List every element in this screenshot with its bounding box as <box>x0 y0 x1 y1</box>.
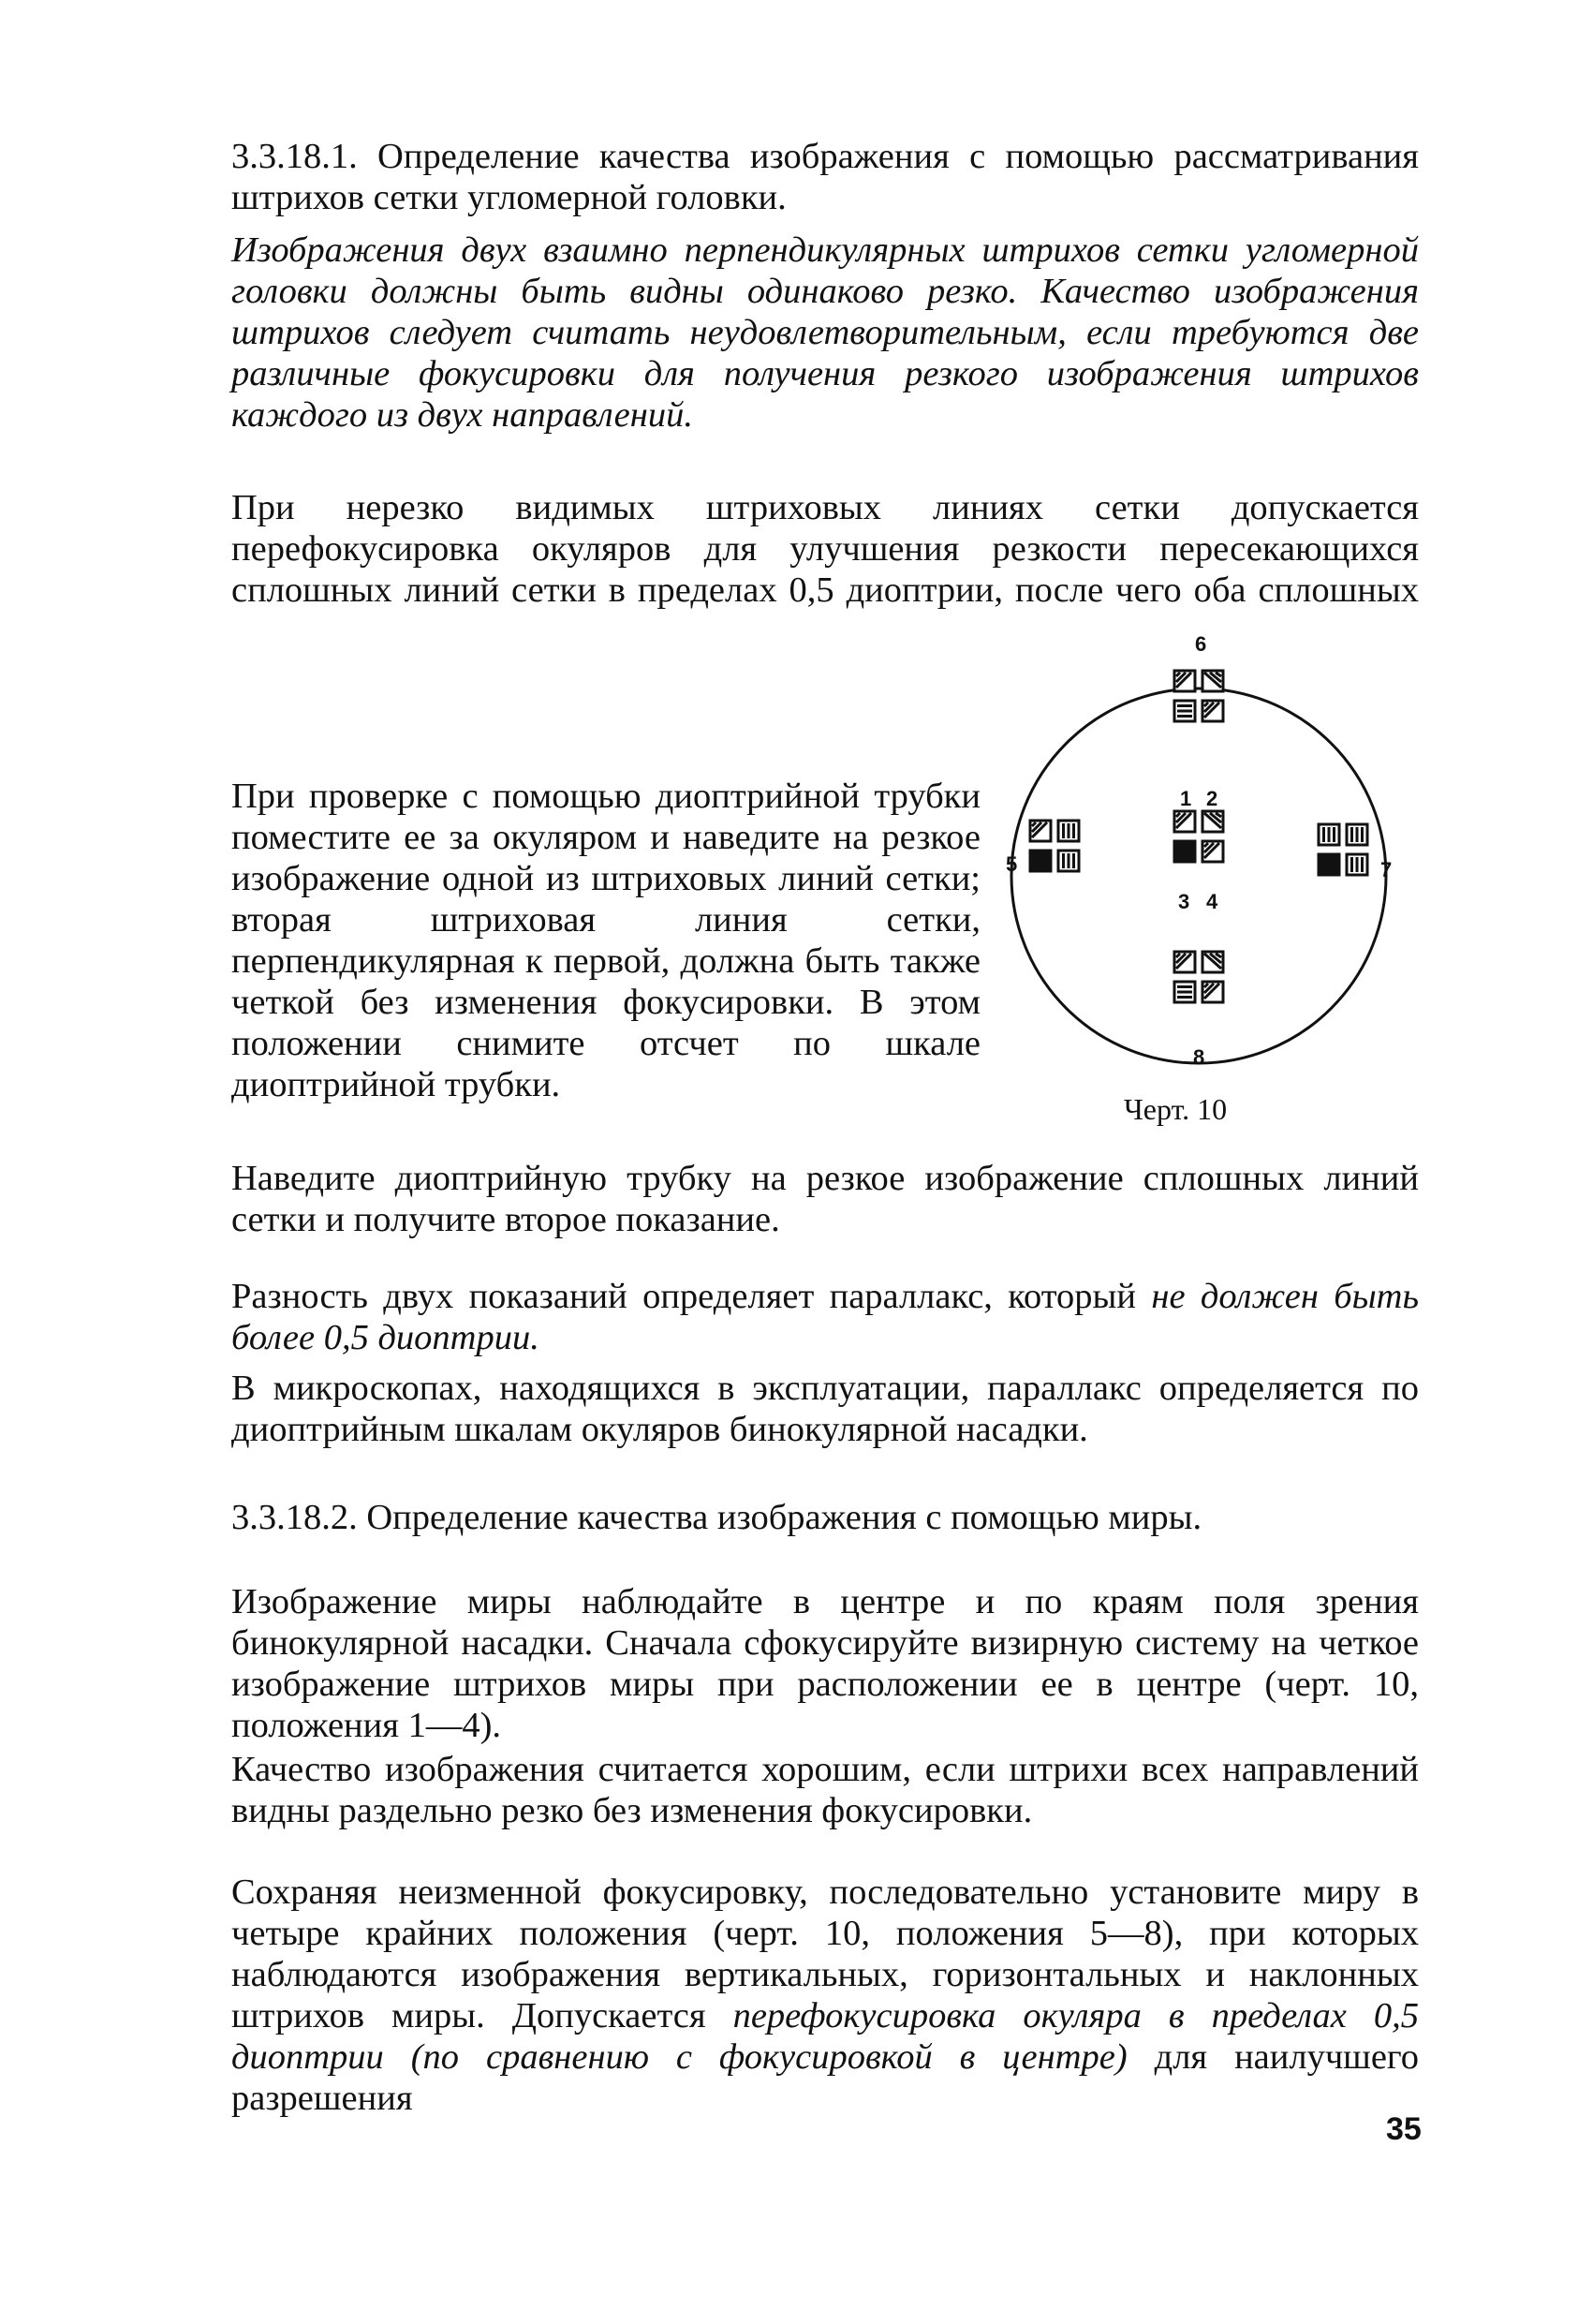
paragraph-parallax <box>231 1276 1419 1358</box>
parallax-text: Разность двух показаний определяет параллакс, который <box>231 1277 1152 1316</box>
label-4: 4 <box>1206 890 1218 913</box>
mira-square <box>1319 854 1339 875</box>
section-heading-text: 3.3.18.2. Определение качества изображения с помощью миры. <box>231 1498 1202 1537</box>
label-8: 8 <box>1193 1045 1205 1069</box>
paragraph-diopter-check: При проверке с помощью диоптрийной трубки поместите ее за окуляром и наведите на резкое изображение одной из штриховых линий сетки; вторая штриховая линия сетки, перпендикулярная к первой, должна быть также четкой без изменения фокусировки. В этом положении снимите отсчет по шкале диоптрийной трубки. <box>231 777 981 1104</box>
mira-patterns <box>1030 671 1367 1002</box>
paragraph-mira <box>231 1581 1419 1746</box>
paragraph-last <box>231 1872 1419 2119</box>
wrapped-text-column <box>231 611 981 1105</box>
paragraph-text: Изображение миры наблюдайте в центре и по краям поля зрения бинокулярной насадки. Сначала сфокусируйте визирную систему на четкое изображение штрихов миры при расположении ее в центре (черт. 10, положения 1—4). <box>231 1582 1419 1745</box>
paragraph-text: Изображения двух взаимно перпендикулярных штрихов сетки угломерной головки должны быть видны одинаково резко. Качество изображения штрихов следует считать неудовлетворительным, если требуются две различные фокусировки для получения резкого изображения штрихов каждого из двух направлений. <box>231 230 1419 435</box>
paragraph-text <box>231 1872 1419 2119</box>
mira-square <box>1058 821 1079 841</box>
page-number: 35 <box>1386 2111 1422 2147</box>
paragraph-text: Качество изображения считается хорошим, если штрихи всех направлений видны раздельно резко без изменения фокусировки. <box>231 1750 1419 1830</box>
mira-square <box>1347 854 1367 875</box>
section-heading-1 <box>231 136 1419 218</box>
section-heading-text: 3.3.18.1. Определение качества изображения с помощью рассматривания штрихов сетки угломерной головки. <box>231 137 1419 217</box>
mira-square <box>1174 841 1195 862</box>
figure-10 <box>1002 609 1433 1133</box>
mira-square <box>1202 811 1223 832</box>
mira-square <box>1202 671 1223 691</box>
parallax-italic: не должен быть более 0,5 диоптрии. <box>231 1277 1419 1357</box>
mira-square <box>1174 811 1195 832</box>
paragraph-text: В микроскопах, находящихся в эксплуатации, параллакс определяется по диоптрийным шкалам окуляров бинокулярной насадки. <box>231 1369 1419 1449</box>
last-text: Сохраняя неизменной фокусировку, последовательно установите миру в четыре крайних положения (черт. 10, положения 5—8), при которых наблюдаются изображения вертикальных, горизонтальных и наклонных штрихов миры. Допускается <box>231 1873 1419 2035</box>
paragraph-quality <box>231 1749 1419 1831</box>
last-italic: перефокусировка окуляра в пределах 0,5 диоптрии (по сравнению с фокусировкой в центре) <box>231 1996 1419 2077</box>
mira-square <box>1347 824 1367 845</box>
mira-square <box>1174 952 1195 972</box>
mira-square <box>1030 851 1051 871</box>
paragraph-text <box>231 1276 1419 1358</box>
figure-caption: Черт. 10 <box>1124 1092 1228 1126</box>
mira-square <box>1030 821 1051 841</box>
mira-square <box>1319 824 1339 845</box>
label-1: 1 <box>1180 787 1192 810</box>
paragraph-requirement <box>231 229 1419 436</box>
mira-square <box>1202 701 1223 721</box>
paragraph-text: Наведите диоптрийную трубку на резкое изображение сплошных линий сетки и получите второе показание. <box>231 1159 1419 1239</box>
mira-square <box>1174 701 1195 721</box>
label-3: 3 <box>1178 890 1190 913</box>
label-2: 2 <box>1206 787 1218 810</box>
paragraph-text: При нерезко видимых штриховых линиях сетки допускается перефокусировка окуляров для улучшения резкости пересекающихся сплошных линий сетки в пределах 0,5 диоптрии, после чего оба сплошных <box>231 488 1419 610</box>
mira-square <box>1058 851 1079 871</box>
label-5: 5 <box>1006 852 1018 876</box>
last-tail: для наилучшего разрешения <box>231 2037 1420 2118</box>
label-7: 7 <box>1380 858 1393 881</box>
section-heading-2 <box>231 1497 1419 1538</box>
mira-square <box>1202 982 1223 1002</box>
mira-square <box>1202 841 1223 862</box>
label-6: 6 <box>1195 632 1207 656</box>
paragraph-in-use <box>231 1368 1419 1450</box>
mira-square <box>1174 982 1195 1002</box>
mira-square <box>1202 952 1223 972</box>
paragraph-refocus <box>231 487 1419 611</box>
paragraph-second-reading <box>231 1158 1419 1240</box>
mira-square <box>1174 671 1195 691</box>
mira-diagram <box>1002 609 1433 1133</box>
